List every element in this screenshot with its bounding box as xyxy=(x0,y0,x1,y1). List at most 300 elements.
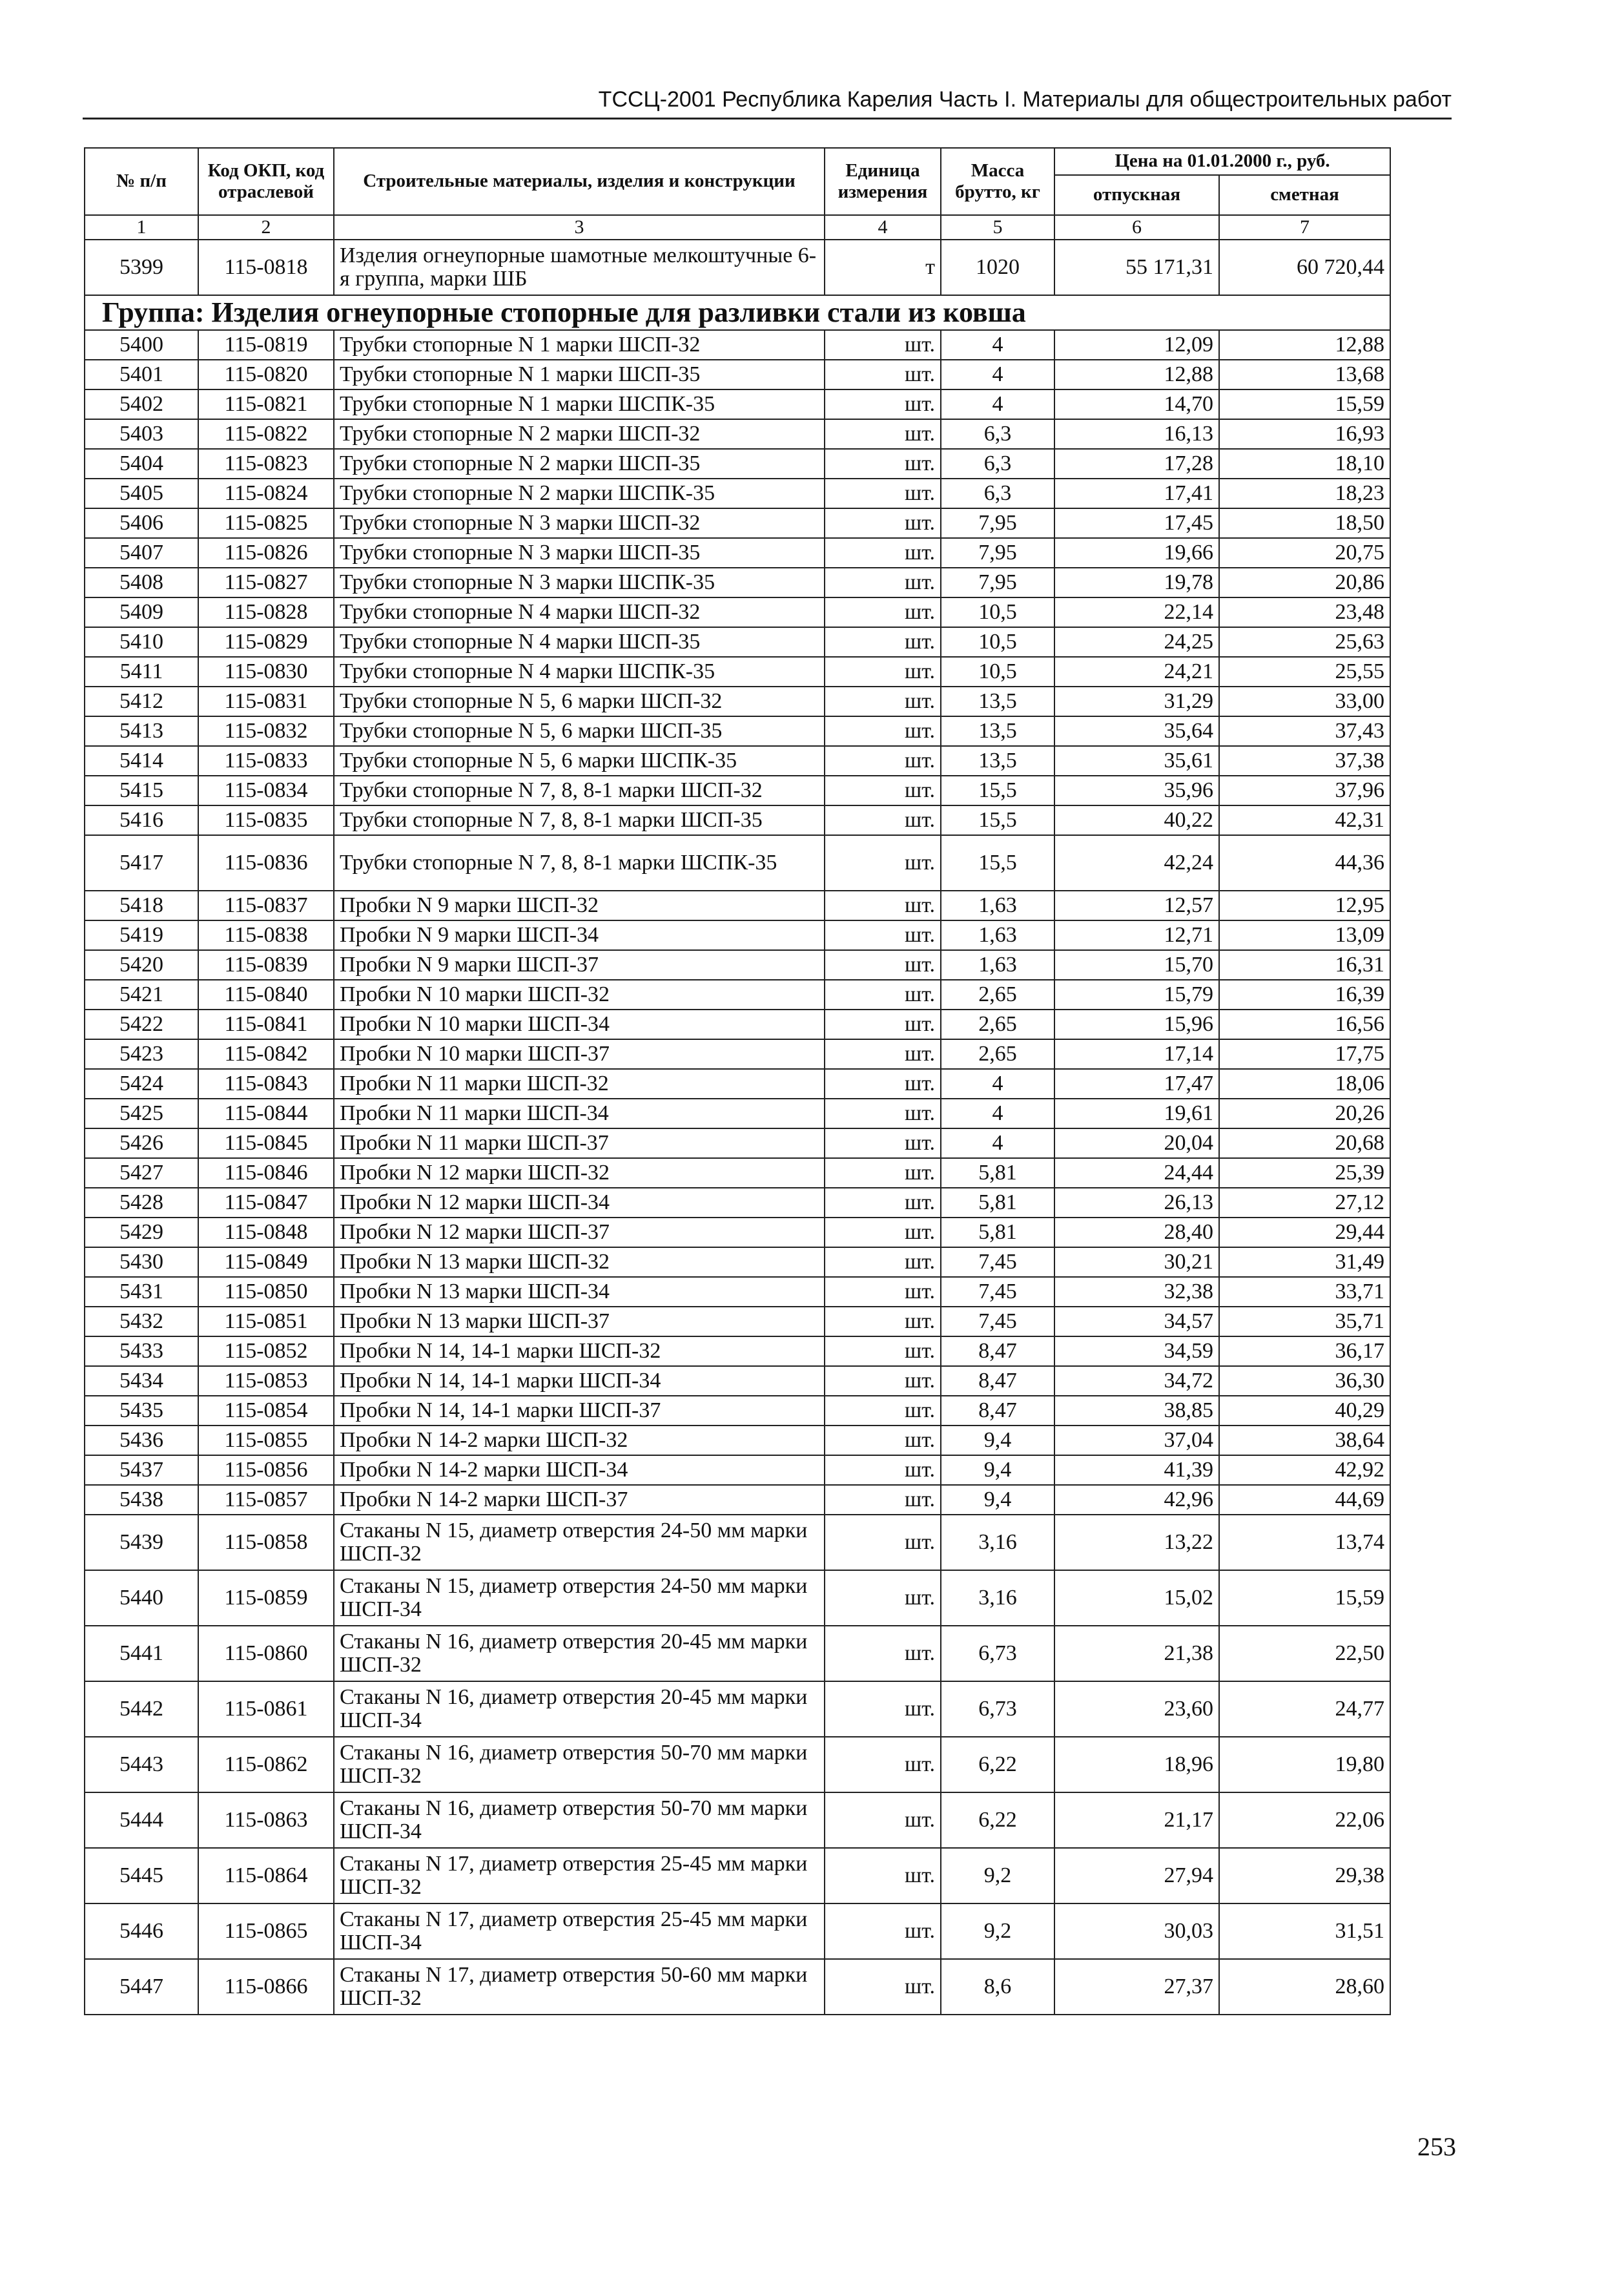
row-num: 5419 xyxy=(85,920,198,950)
row-price-release: 35,64 xyxy=(1054,716,1219,746)
table-row xyxy=(85,687,1390,716)
row-price-estimate: 44,36 xyxy=(1219,835,1390,891)
row-price-estimate: 22,50 xyxy=(1219,1626,1390,1681)
row-name: Стаканы N 17, диаметр отверстия 25-45 мм марки ШСП-34 xyxy=(334,1903,825,1959)
row-code: 115-0828 xyxy=(198,597,334,627)
row-num: 5415 xyxy=(85,776,198,805)
row-name: Стаканы N 15, диаметр отверстия 24-50 мм марки ШСП-32 xyxy=(334,1515,825,1570)
row-price-estimate: 18,50 xyxy=(1219,508,1390,538)
row-price-estimate: 31,51 xyxy=(1219,1903,1390,1959)
row-code: 115-0839 xyxy=(198,950,334,980)
row-mass: 8,6 xyxy=(941,1959,1054,2015)
row-name: Трубки стопорные N 3 марки ШСП-32 xyxy=(334,508,825,538)
row-num: 5444 xyxy=(85,1792,198,1848)
row-num: 5406 xyxy=(85,508,198,538)
row-name: Пробки N 11 марки ШСП-34 xyxy=(334,1099,825,1128)
row-name: Трубки стопорные N 3 марки ШСП-35 xyxy=(334,538,825,568)
row-num: 5409 xyxy=(85,597,198,627)
row-code: 115-0819 xyxy=(198,330,334,360)
group-title: Группа: Изделия огнеупорные стопорные для разливки стали из ковша xyxy=(85,295,1390,330)
row-unit: шт. xyxy=(825,1396,941,1426)
table-row xyxy=(85,1366,1390,1396)
row-code: 115-0860 xyxy=(198,1626,334,1681)
row-unit: шт. xyxy=(825,1426,941,1455)
row-price-estimate: 16,31 xyxy=(1219,950,1390,980)
table-row xyxy=(85,479,1390,508)
table-row xyxy=(85,1158,1390,1188)
table-row xyxy=(85,1848,1390,1903)
row-num: 5416 xyxy=(85,805,198,835)
row-code: 115-0850 xyxy=(198,1277,334,1307)
table-row xyxy=(85,1515,1390,1570)
row-price-estimate: 19,80 xyxy=(1219,1737,1390,1792)
row-price-release: 27,37 xyxy=(1054,1959,1219,2015)
row-unit: шт. xyxy=(825,805,941,835)
row-price-release: 28,40 xyxy=(1054,1218,1219,1247)
row-num: 5410 xyxy=(85,627,198,657)
row-name: Пробки N 14, 14-1 марки ШСП-37 xyxy=(334,1396,825,1426)
row-unit: шт. xyxy=(825,1277,941,1307)
row-price-release: 24,44 xyxy=(1054,1158,1219,1188)
row-num: 5438 xyxy=(85,1485,198,1515)
row-price-release: 27,94 xyxy=(1054,1848,1219,1903)
row-code: 115-0833 xyxy=(198,746,334,776)
row-mass: 7,45 xyxy=(941,1307,1054,1336)
row-mass: 6,3 xyxy=(941,449,1054,479)
table-row xyxy=(85,1903,1390,1959)
row-mass: 6,22 xyxy=(941,1737,1054,1792)
row-unit: шт. xyxy=(825,1485,941,1515)
row-price-release: 18,96 xyxy=(1054,1737,1219,1792)
table-row xyxy=(85,538,1390,568)
row-code: 115-0856 xyxy=(198,1455,334,1485)
row-price-estimate: 16,39 xyxy=(1219,980,1390,1010)
row-unit: шт. xyxy=(825,1039,941,1069)
row-name: Трубки стопорные N 7, 8, 8-1 марки ШСПК-35 xyxy=(334,835,825,891)
row-code: 115-0844 xyxy=(198,1099,334,1128)
table-row xyxy=(85,1128,1390,1158)
row-price-release: 17,28 xyxy=(1054,449,1219,479)
col-header-price-release: отпускная xyxy=(1054,175,1219,215)
row-unit: шт. xyxy=(825,538,941,568)
row-num: 5414 xyxy=(85,746,198,776)
row-price-release: 37,04 xyxy=(1054,1426,1219,1455)
row-price-release: 12,09 xyxy=(1054,330,1219,360)
row-unit: шт. xyxy=(825,1366,941,1396)
col-header-code: Код ОКП, код отраслевой xyxy=(198,148,334,215)
table-row xyxy=(85,1959,1390,2015)
row-name: Трубки стопорные N 1 марки ШСП-32 xyxy=(334,330,825,360)
row-unit: шт. xyxy=(825,776,941,805)
row-unit: шт. xyxy=(825,1903,941,1959)
row-num: 5435 xyxy=(85,1396,198,1426)
row-code: 115-0823 xyxy=(198,449,334,479)
row-code: 115-0829 xyxy=(198,627,334,657)
row-mass: 1,63 xyxy=(941,920,1054,950)
table-row xyxy=(85,1188,1390,1218)
row-name: Пробки N 9 марки ШСП-32 xyxy=(334,891,825,920)
table-row xyxy=(85,1792,1390,1848)
table-row xyxy=(85,1485,1390,1515)
table-row xyxy=(85,449,1390,479)
row-code: 115-0862 xyxy=(198,1737,334,1792)
row-name: Пробки N 11 марки ШСП-37 xyxy=(334,1128,825,1158)
row-mass: 6,22 xyxy=(941,1792,1054,1848)
table-row xyxy=(85,835,1390,891)
row-unit: шт. xyxy=(825,1188,941,1218)
row-price-release: 13,22 xyxy=(1054,1515,1219,1570)
row-mass: 1,63 xyxy=(941,891,1054,920)
row-mass: 13,5 xyxy=(941,716,1054,746)
row-price-release: 12,71 xyxy=(1054,920,1219,950)
row-price-estimate: 25,55 xyxy=(1219,657,1390,687)
row-name: Стаканы N 16, диаметр отверстия 50-70 мм марки ШСП-34 xyxy=(334,1792,825,1848)
column-number: 1 xyxy=(85,215,198,240)
row-price-estimate: 25,63 xyxy=(1219,627,1390,657)
row-mass: 9,4 xyxy=(941,1455,1054,1485)
row-price-release: 12,88 xyxy=(1054,360,1219,389)
row-num: 5424 xyxy=(85,1069,198,1099)
table-row xyxy=(85,1396,1390,1426)
row-unit: шт. xyxy=(825,1158,941,1188)
row-code: 115-0846 xyxy=(198,1158,334,1188)
row-mass: 5,81 xyxy=(941,1188,1054,1218)
row-name: Трубки стопорные N 7, 8, 8-1 марки ШСП-32 xyxy=(334,776,825,805)
row-price-estimate: 27,12 xyxy=(1219,1188,1390,1218)
row-unit: т xyxy=(825,240,941,295)
row-name: Стаканы N 16, диаметр отверстия 50-70 мм марки ШСП-32 xyxy=(334,1737,825,1792)
table-row xyxy=(85,746,1390,776)
row-code: 115-0861 xyxy=(198,1681,334,1737)
table-row xyxy=(85,1039,1390,1069)
row-mass: 7,45 xyxy=(941,1277,1054,1307)
row-num: 5407 xyxy=(85,538,198,568)
table-row xyxy=(85,1681,1390,1737)
row-code: 115-0857 xyxy=(198,1485,334,1515)
row-unit: шт. xyxy=(825,1792,941,1848)
row-mass: 5,81 xyxy=(941,1218,1054,1247)
row-name: Трубки стопорные N 4 марки ШСП-35 xyxy=(334,627,825,657)
row-unit: шт. xyxy=(825,1336,941,1366)
row-num: 5400 xyxy=(85,330,198,360)
row-mass: 1020 xyxy=(941,240,1054,295)
row-code: 115-0837 xyxy=(198,891,334,920)
row-price-estimate: 20,75 xyxy=(1219,538,1390,568)
row-name: Трубки стопорные N 7, 8, 8-1 марки ШСП-35 xyxy=(334,805,825,835)
row-price-estimate: 18,06 xyxy=(1219,1069,1390,1099)
row-name: Трубки стопорные N 5, 6 марки ШСПК-35 xyxy=(334,746,825,776)
row-unit: шт. xyxy=(825,1247,941,1277)
row-unit: шт. xyxy=(825,1128,941,1158)
row-price-estimate: 16,93 xyxy=(1219,419,1390,449)
row-code: 115-0838 xyxy=(198,920,334,950)
row-code: 115-0852 xyxy=(198,1336,334,1366)
row-code: 115-0865 xyxy=(198,1903,334,1959)
row-code: 115-0836 xyxy=(198,835,334,891)
row-mass: 15,5 xyxy=(941,805,1054,835)
row-code: 115-0840 xyxy=(198,980,334,1010)
row-mass: 1,63 xyxy=(941,950,1054,980)
row-name: Трубки стопорные N 4 марки ШСП-32 xyxy=(334,597,825,627)
row-price-estimate: 33,00 xyxy=(1219,687,1390,716)
row-num: 5417 xyxy=(85,835,198,891)
column-number: 3 xyxy=(334,215,825,240)
table-row xyxy=(85,330,1390,360)
row-code: 115-0822 xyxy=(198,419,334,449)
row-unit: шт. xyxy=(825,687,941,716)
row-price-estimate: 23,48 xyxy=(1219,597,1390,627)
row-unit: шт. xyxy=(825,1515,941,1570)
column-number: 4 xyxy=(825,215,941,240)
row-price-release: 24,21 xyxy=(1054,657,1219,687)
column-number: 6 xyxy=(1054,215,1219,240)
row-unit: шт. xyxy=(825,746,941,776)
row-price-release: 34,57 xyxy=(1054,1307,1219,1336)
row-price-release: 30,21 xyxy=(1054,1247,1219,1277)
row-price-estimate: 37,38 xyxy=(1219,746,1390,776)
row-price-release: 32,38 xyxy=(1054,1277,1219,1307)
row-price-release: 17,47 xyxy=(1054,1069,1219,1099)
row-mass: 4 xyxy=(941,360,1054,389)
row-name: Трубки стопорные N 2 марки ШСП-32 xyxy=(334,419,825,449)
table-row xyxy=(85,776,1390,805)
table-row xyxy=(85,1455,1390,1485)
row-name: Трубки стопорные N 2 марки ШСПК-35 xyxy=(334,479,825,508)
row-code: 115-0835 xyxy=(198,805,334,835)
table-row xyxy=(85,1626,1390,1681)
row-code: 115-0827 xyxy=(198,568,334,597)
column-number: 2 xyxy=(198,215,334,240)
header-title: ТССЦ-2001 Республика Карелия Часть I. Материалы для общестроительных работ xyxy=(598,87,1452,112)
row-unit: шт. xyxy=(825,1218,941,1247)
table-row xyxy=(85,920,1390,950)
row-name: Пробки N 14-2 марки ШСП-37 xyxy=(334,1485,825,1515)
row-code: 115-0859 xyxy=(198,1570,334,1626)
row-unit: шт. xyxy=(825,1570,941,1626)
row-mass: 7,95 xyxy=(941,538,1054,568)
row-mass: 15,5 xyxy=(941,776,1054,805)
row-unit: шт. xyxy=(825,1307,941,1336)
row-num: 5423 xyxy=(85,1039,198,1069)
row-price-release: 15,96 xyxy=(1054,1010,1219,1039)
row-mass: 4 xyxy=(941,330,1054,360)
row-code: 115-0864 xyxy=(198,1848,334,1903)
group-row xyxy=(85,295,1390,330)
row-name: Стаканы N 16, диаметр отверстия 20-45 мм марки ШСП-34 xyxy=(334,1681,825,1737)
row-name: Стаканы N 17, диаметр отверстия 50-60 мм марки ШСП-32 xyxy=(334,1959,825,2015)
row-code: 115-0834 xyxy=(198,776,334,805)
row-price-release: 55 171,31 xyxy=(1054,240,1219,295)
table-row xyxy=(85,360,1390,389)
row-price-estimate: 36,17 xyxy=(1219,1336,1390,1366)
row-price-release: 17,41 xyxy=(1054,479,1219,508)
row-name: Пробки N 14, 14-1 марки ШСП-32 xyxy=(334,1336,825,1366)
row-name: Пробки N 13 марки ШСП-32 xyxy=(334,1247,825,1277)
row-num: 5399 xyxy=(85,240,198,295)
row-price-estimate: 35,71 xyxy=(1219,1307,1390,1336)
row-price-release: 26,13 xyxy=(1054,1188,1219,1218)
row-price-release: 19,61 xyxy=(1054,1099,1219,1128)
row-mass: 10,5 xyxy=(941,597,1054,627)
row-unit: шт. xyxy=(825,980,941,1010)
row-price-estimate: 38,64 xyxy=(1219,1426,1390,1455)
col-header-price-group: Цена на 01.01.2000 г., руб. xyxy=(1054,148,1390,175)
row-num: 5413 xyxy=(85,716,198,746)
row-price-release: 15,02 xyxy=(1054,1570,1219,1626)
row-name: Пробки N 12 марки ШСП-37 xyxy=(334,1218,825,1247)
row-price-release: 35,96 xyxy=(1054,776,1219,805)
table-row xyxy=(85,1099,1390,1128)
row-price-release: 24,25 xyxy=(1054,627,1219,657)
materials-table xyxy=(84,147,1391,2015)
row-name: Пробки N 9 марки ШСП-34 xyxy=(334,920,825,950)
row-unit: шт. xyxy=(825,920,941,950)
row-code: 115-0851 xyxy=(198,1307,334,1336)
row-name: Стаканы N 15, диаметр отверстия 24-50 мм марки ШСП-34 xyxy=(334,1570,825,1626)
row-unit: шт. xyxy=(825,449,941,479)
row-price-estimate: 37,43 xyxy=(1219,716,1390,746)
row-num: 5418 xyxy=(85,891,198,920)
row-price-estimate: 36,30 xyxy=(1219,1366,1390,1396)
row-price-estimate: 42,31 xyxy=(1219,805,1390,835)
row-unit: шт. xyxy=(825,1737,941,1792)
row-mass: 10,5 xyxy=(941,627,1054,657)
row-mass: 15,5 xyxy=(941,835,1054,891)
row-mass: 4 xyxy=(941,389,1054,419)
row-num: 5437 xyxy=(85,1455,198,1485)
row-name: Трубки стопорные N 4 марки ШСПК-35 xyxy=(334,657,825,687)
table-row xyxy=(85,1336,1390,1366)
col-header-unit: Единица измерения xyxy=(825,148,941,215)
row-price-release: 20,04 xyxy=(1054,1128,1219,1158)
row-price-estimate: 18,10 xyxy=(1219,449,1390,479)
row-mass: 7,45 xyxy=(941,1247,1054,1277)
row-price-estimate: 12,95 xyxy=(1219,891,1390,920)
row-price-estimate: 17,75 xyxy=(1219,1039,1390,1069)
row-mass: 6,73 xyxy=(941,1681,1054,1737)
table-row xyxy=(85,1570,1390,1626)
row-num: 5403 xyxy=(85,419,198,449)
row-mass: 7,95 xyxy=(941,568,1054,597)
row-unit: шт. xyxy=(825,716,941,746)
row-code: 115-0820 xyxy=(198,360,334,389)
row-price-release: 41,39 xyxy=(1054,1455,1219,1485)
row-price-release: 42,24 xyxy=(1054,835,1219,891)
row-code: 115-0832 xyxy=(198,716,334,746)
row-mass: 13,5 xyxy=(941,687,1054,716)
row-price-release: 19,78 xyxy=(1054,568,1219,597)
row-num: 5426 xyxy=(85,1128,198,1158)
row-name: Пробки N 10 марки ШСП-34 xyxy=(334,1010,825,1039)
table-row xyxy=(85,950,1390,980)
row-price-estimate: 28,60 xyxy=(1219,1959,1390,2015)
row-mass: 2,65 xyxy=(941,980,1054,1010)
row-name: Пробки N 14-2 марки ШСП-32 xyxy=(334,1426,825,1455)
row-name: Стаканы N 17, диаметр отверстия 25-45 мм марки ШСП-32 xyxy=(334,1848,825,1903)
table-row xyxy=(85,716,1390,746)
row-name: Пробки N 11 марки ШСП-32 xyxy=(334,1069,825,1099)
row-num: 5427 xyxy=(85,1158,198,1188)
row-mass: 2,65 xyxy=(941,1039,1054,1069)
row-price-release: 17,45 xyxy=(1054,508,1219,538)
row-unit: шт. xyxy=(825,657,941,687)
row-price-estimate: 37,96 xyxy=(1219,776,1390,805)
row-price-estimate: 20,86 xyxy=(1219,568,1390,597)
row-price-estimate: 12,88 xyxy=(1219,330,1390,360)
row-num: 5411 xyxy=(85,657,198,687)
row-mass: 6,3 xyxy=(941,479,1054,508)
row-name: Стаканы N 16, диаметр отверстия 20-45 мм марки ШСП-32 xyxy=(334,1626,825,1681)
table-row xyxy=(85,1737,1390,1792)
row-mass: 13,5 xyxy=(941,746,1054,776)
row-price-estimate: 29,44 xyxy=(1219,1218,1390,1247)
row-unit: шт. xyxy=(825,950,941,980)
row-code: 115-0830 xyxy=(198,657,334,687)
table-row xyxy=(85,1426,1390,1455)
row-num: 5446 xyxy=(85,1903,198,1959)
row-num: 5402 xyxy=(85,389,198,419)
row-unit: шт. xyxy=(825,568,941,597)
row-num: 5401 xyxy=(85,360,198,389)
row-unit: шт. xyxy=(825,1626,941,1681)
row-code: 115-0831 xyxy=(198,687,334,716)
row-unit: шт. xyxy=(825,389,941,419)
table-row xyxy=(85,508,1390,538)
row-price-release: 23,60 xyxy=(1054,1681,1219,1737)
row-price-estimate: 42,92 xyxy=(1219,1455,1390,1485)
row-code: 115-0842 xyxy=(198,1039,334,1069)
row-price-estimate: 13,74 xyxy=(1219,1515,1390,1570)
row-unit: шт. xyxy=(825,1099,941,1128)
row-price-estimate: 20,68 xyxy=(1219,1128,1390,1158)
row-price-estimate: 22,06 xyxy=(1219,1792,1390,1848)
row-code: 115-0854 xyxy=(198,1396,334,1426)
row-name: Пробки N 12 марки ШСП-32 xyxy=(334,1158,825,1188)
row-price-release: 34,72 xyxy=(1054,1366,1219,1396)
row-unit: шт. xyxy=(825,1959,941,2015)
page-header xyxy=(83,84,1452,119)
row-price-release: 22,14 xyxy=(1054,597,1219,627)
row-num: 5431 xyxy=(85,1277,198,1307)
column-number: 7 xyxy=(1219,215,1390,240)
row-num: 5434 xyxy=(85,1366,198,1396)
table-row xyxy=(85,1069,1390,1099)
row-code: 115-0824 xyxy=(198,479,334,508)
row-price-estimate: 13,68 xyxy=(1219,360,1390,389)
row-num: 5440 xyxy=(85,1570,198,1626)
row-price-estimate: 16,56 xyxy=(1219,1010,1390,1039)
row-num: 5430 xyxy=(85,1247,198,1277)
row-mass: 6,3 xyxy=(941,419,1054,449)
row-price-estimate: 31,49 xyxy=(1219,1247,1390,1277)
row-code: 115-0818 xyxy=(198,240,334,295)
row-price-release: 14,70 xyxy=(1054,389,1219,419)
row-mass: 3,16 xyxy=(941,1515,1054,1570)
table-row xyxy=(85,568,1390,597)
row-mass: 8,47 xyxy=(941,1336,1054,1366)
row-num: 5429 xyxy=(85,1218,198,1247)
table-row xyxy=(85,1010,1390,1039)
row-unit: шт. xyxy=(825,1455,941,1485)
row-code: 115-0841 xyxy=(198,1010,334,1039)
row-name: Трубки стопорные N 1 марки ШСП-35 xyxy=(334,360,825,389)
row-num: 5436 xyxy=(85,1426,198,1455)
row-mass: 4 xyxy=(941,1128,1054,1158)
row-unit: шт. xyxy=(825,479,941,508)
table-row xyxy=(85,389,1390,419)
table-row xyxy=(85,891,1390,920)
row-name: Трубки стопорные N 5, 6 марки ШСП-32 xyxy=(334,687,825,716)
